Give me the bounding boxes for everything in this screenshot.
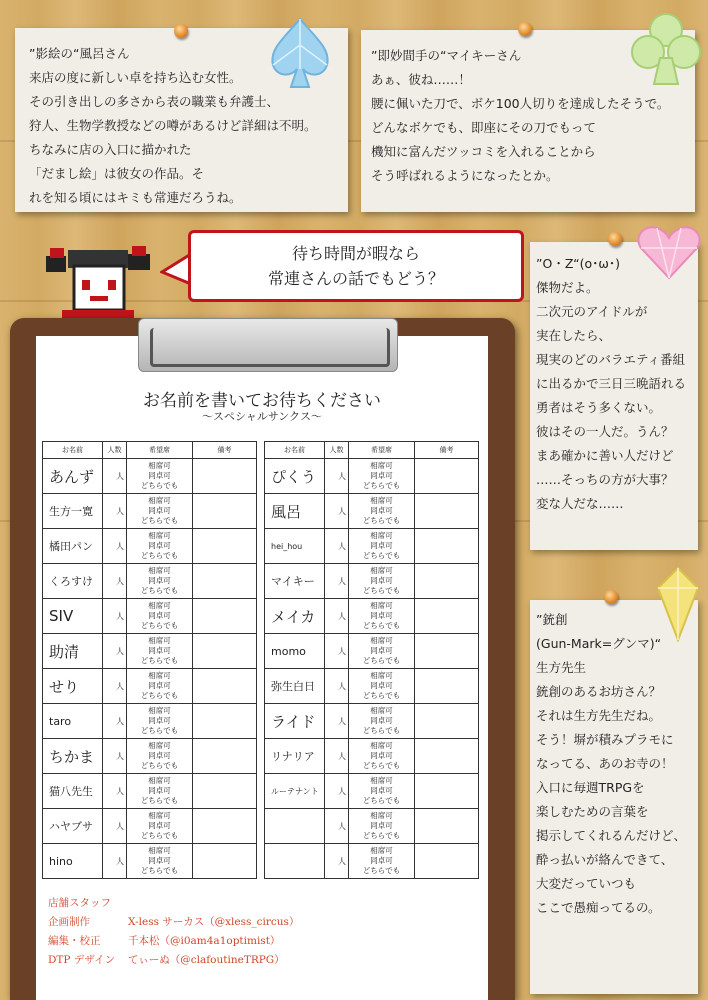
guest-name: ハヤブサ (43, 809, 103, 844)
seat-option: どちらでも (362, 691, 401, 700)
guest-count: 人 (103, 669, 127, 704)
seat-option: どちらでも (362, 516, 401, 525)
header-name: お名前 (265, 442, 325, 459)
guest-note (415, 529, 479, 564)
seat-preference (349, 459, 415, 494)
seat-option: 相席可 (148, 811, 171, 820)
seat-option: 同卓可 (370, 856, 393, 865)
seat-preference (349, 634, 415, 669)
seat-option: 相席可 (370, 461, 393, 470)
seat-option: どちらでも (140, 516, 179, 525)
seat-option: 同卓可 (370, 681, 393, 690)
text-line: れを知る頃にはキミも常連だろうね。 (29, 190, 242, 205)
guest-note (415, 669, 479, 704)
seat-preference (127, 704, 193, 739)
pushpin-icon (604, 590, 618, 604)
seat-preference (127, 529, 193, 564)
guest-count: 人 (325, 459, 349, 494)
seat-option: 相席可 (148, 496, 171, 505)
guest-name: くろすけ (43, 564, 103, 599)
header-seat: 希望席 (127, 442, 193, 459)
guest-name: あんず (43, 459, 103, 494)
text-line: 掲示してくれるんだけど、 (536, 828, 687, 843)
guest-name: SIV (43, 599, 103, 634)
guest-note (193, 459, 257, 494)
table-row (43, 809, 479, 844)
seat-option: どちらでも (140, 796, 179, 805)
text-line: 彼はその一人だ。うん？ (536, 424, 674, 439)
table-row (43, 774, 479, 809)
seat-preference (349, 739, 415, 774)
text-line: 腰に佩いた刀で、ボケ100人切りを達成したそうで。 (371, 96, 670, 111)
staff-credits (48, 894, 299, 970)
guest-note (415, 494, 479, 529)
credit-row (48, 913, 299, 932)
table-row (43, 704, 479, 739)
text-line: 常連さんの話でもどう？ (267, 269, 444, 288)
seat-option: 相席可 (370, 776, 393, 785)
seat-option: 相席可 (148, 461, 171, 470)
guest-name: 風呂 (265, 494, 325, 529)
guest-note (415, 809, 479, 844)
table-row (43, 739, 479, 774)
guest-note (193, 529, 257, 564)
sheet-subtitle: 〜スペシャルサンクス〜 (202, 410, 322, 423)
guest-note (415, 704, 479, 739)
seat-option: どちらでも (140, 621, 179, 630)
credit-value: 千本松（@i0am4a1optimist） (128, 935, 281, 947)
header-note: 備考 (415, 442, 479, 459)
guest-note (193, 774, 257, 809)
seat-option: 同卓可 (370, 541, 393, 550)
seat-option: どちらでも (362, 551, 401, 560)
seat-option: 同卓可 (148, 716, 171, 725)
guest-name: せり (43, 669, 103, 704)
seat-preference (349, 669, 415, 704)
guest-count: 人 (325, 739, 349, 774)
seat-option: 同卓可 (370, 471, 393, 480)
text-line: 実在したら、 (536, 328, 612, 343)
guest-note (415, 634, 479, 669)
text-line: 生方先生 (536, 660, 587, 675)
clover-gem-icon (630, 10, 702, 88)
seat-option: どちらでも (362, 831, 401, 840)
seat-option: 相席可 (370, 741, 393, 750)
text-line: 大変だっていつも (536, 876, 637, 891)
seat-option: 相席可 (148, 636, 171, 645)
text-line: どんなボケでも、即座にその刀でもって (371, 120, 597, 135)
seat-preference (127, 634, 193, 669)
seat-option: 相席可 (148, 776, 171, 785)
guest-name: 生方一寛 (43, 494, 103, 529)
seat-option: どちらでも (362, 586, 401, 595)
column-gap (257, 494, 265, 529)
header-name: お名前 (43, 442, 103, 459)
table-row (43, 494, 479, 529)
text-line: 現実のどのバラエティ番組 (536, 352, 686, 367)
column-gap (257, 739, 265, 774)
guest-note (193, 564, 257, 599)
guest-name: メイカ (265, 599, 325, 634)
guest-note (193, 634, 257, 669)
guest-count: 人 (103, 599, 127, 634)
seat-option: 同卓可 (370, 611, 393, 620)
guest-count: 人 (325, 564, 349, 599)
seat-option: どちらでも (362, 481, 401, 490)
seat-preference (349, 599, 415, 634)
text-line: 楽しむための言葉を (536, 804, 649, 819)
table-row (43, 529, 479, 564)
seat-option: 同卓可 (148, 611, 171, 620)
pushpin-icon (174, 24, 188, 38)
guest-count: 人 (103, 704, 127, 739)
guest-note (193, 494, 257, 529)
seat-option: 相席可 (370, 531, 393, 540)
seat-option: どちらでも (362, 761, 401, 770)
text-line: そう！塀が積みプラモに (536, 732, 674, 747)
seat-option: 同卓可 (370, 506, 393, 515)
text-line: あぁ、彼ね……！ (371, 72, 471, 87)
seat-preference (349, 844, 415, 879)
guest-count: 人 (325, 844, 349, 879)
seat-option: 同卓可 (148, 471, 171, 480)
text-line: 変な人だな…… (536, 496, 624, 511)
speech-bubble (188, 230, 524, 302)
pushpin-icon (518, 22, 532, 36)
column-gap (257, 809, 265, 844)
guest-name (265, 844, 325, 879)
seat-preference (349, 809, 415, 844)
guest-name: マイキー (265, 564, 325, 599)
table-row (43, 669, 479, 704)
guest-name (265, 809, 325, 844)
seat-preference (127, 494, 193, 529)
credits-heading: 店舗スタッフ (48, 897, 111, 909)
text-line: なってる、あのお寺の！ (536, 756, 674, 771)
guest-count: 人 (325, 704, 349, 739)
credit-value: X-less サーカス（@xless_circus） (128, 916, 300, 928)
credit-label: DTP デザイン (48, 954, 116, 966)
seat-option: 同卓可 (370, 751, 393, 760)
text-line: その引き出しの多さから表の職業も弁護士、 (29, 94, 280, 109)
seat-option: どちらでも (362, 726, 401, 735)
guest-name: ぴくう (265, 459, 325, 494)
guest-note (193, 809, 257, 844)
credit-row (48, 951, 299, 970)
guest-name: リナリア (265, 739, 325, 774)
seat-option: どちらでも (140, 551, 179, 560)
seat-option: 同卓可 (370, 576, 393, 585)
seat-option: どちらでも (140, 831, 179, 840)
text-line: に出るかで三日三晩語れる (536, 376, 687, 391)
text-line: 「だまし絵」は彼女の作品。そ (29, 166, 205, 181)
seat-preference (349, 529, 415, 564)
seat-option: 相席可 (148, 741, 171, 750)
seat-preference (127, 774, 193, 809)
seat-preference (127, 599, 193, 634)
seat-option: 同卓可 (148, 821, 171, 830)
seat-preference (127, 564, 193, 599)
seat-option: 相席可 (370, 671, 393, 680)
credit-value: てぃーぬ（@clafoutineTRPG） (128, 954, 285, 966)
clipboard-clip-ring (150, 328, 390, 367)
guest-name: ちかま (43, 739, 103, 774)
guest-name: 助清 (43, 634, 103, 669)
text-line: 狩人、生物学教授などの噂があるけど詳細は不明。 (29, 118, 317, 133)
guest-count: 人 (103, 739, 127, 774)
guest-count: 人 (103, 844, 127, 879)
seat-option: 同卓可 (148, 786, 171, 795)
seat-option: どちらでも (362, 621, 401, 630)
seat-option: どちらでも (140, 481, 179, 490)
seat-option: 同卓可 (148, 541, 171, 550)
guest-count: 人 (103, 774, 127, 809)
guest-note (415, 844, 479, 879)
seat-option: どちらでも (362, 866, 401, 875)
seat-option: 相席可 (370, 496, 393, 505)
seat-option: 同卓可 (370, 646, 393, 655)
seat-option: 同卓可 (148, 856, 171, 865)
seat-option: 相席可 (148, 671, 171, 680)
guest-count: 人 (325, 634, 349, 669)
note-gunma-text (536, 608, 686, 920)
seat-option: 同卓可 (148, 646, 171, 655)
text-line: ”影絵の“風呂さん (29, 46, 130, 61)
guest-count: 人 (103, 634, 127, 669)
seat-option: 相席可 (148, 846, 171, 855)
guest-name: 弥生白日 (265, 669, 325, 704)
text-line: 機知に富んだツッコミを入れることから (371, 144, 596, 159)
text-line: 酔っ払いが絡んできて、 (536, 852, 674, 867)
seat-preference (127, 669, 193, 704)
table-row (43, 564, 479, 599)
text-line: 入口に毎週TRPGを (536, 780, 645, 795)
seat-option: 相席可 (370, 846, 393, 855)
seat-preference (349, 774, 415, 809)
guest-name: ルーテナント (265, 774, 325, 809)
guest-count: 人 (325, 494, 349, 529)
guest-name: ライド (265, 704, 325, 739)
seat-option: 相席可 (148, 566, 171, 575)
seat-option: 同卓可 (148, 576, 171, 585)
seat-option: どちらでも (362, 656, 401, 665)
text-line: 勇者はそう多くない。 (536, 400, 662, 415)
seat-option: 相席可 (370, 601, 393, 610)
seat-option: 相席可 (148, 531, 171, 540)
column-gap (257, 564, 265, 599)
seat-option: 同卓可 (148, 681, 171, 690)
column-gap (257, 669, 265, 704)
diamond-gem-icon (654, 566, 702, 642)
column-gap (257, 704, 265, 739)
header-seat: 希望席 (349, 442, 415, 459)
text-line: ”銃創 (536, 612, 568, 627)
text-line: (Gun-Mark=グンマ)“ (536, 636, 662, 651)
credit-row (48, 932, 299, 951)
seat-option: どちらでも (362, 796, 401, 805)
guest-count: 人 (103, 459, 127, 494)
column-gap (257, 774, 265, 809)
note-maiky-text (371, 44, 669, 188)
spade-gem-icon (265, 15, 335, 91)
sheet-title: お名前を書いてお待ちください (143, 391, 381, 411)
guest-name: hino (43, 844, 103, 879)
guest-count: 人 (103, 494, 127, 529)
guest-name: momo (265, 634, 325, 669)
text-line: まあ確かに善い人だけど (536, 448, 674, 463)
column-gap (257, 459, 265, 494)
credit-label: 編集・校正 (48, 935, 101, 947)
text-line: 二次元のアイドルが (536, 304, 648, 319)
table-row (43, 599, 479, 634)
heart-gem-icon (635, 222, 703, 282)
seat-option: どちらでも (140, 656, 179, 665)
text-line: ”O・Z“(o･ω･) (536, 256, 621, 271)
seat-option: 同卓可 (370, 821, 393, 830)
seat-option: 相席可 (148, 601, 171, 610)
credit-label: 企画制作 (48, 916, 90, 928)
guest-note (415, 739, 479, 774)
seat-option: 相席可 (148, 706, 171, 715)
guest-count: 人 (103, 529, 127, 564)
seat-option: 相席可 (370, 636, 393, 645)
guest-count: 人 (325, 809, 349, 844)
seat-option: 相席可 (370, 706, 393, 715)
text-line: 傑物だよ。 (536, 280, 599, 295)
seat-preference (349, 564, 415, 599)
speech-bubble-text (191, 241, 521, 291)
text-line: ……そっちの方が大事？ (536, 472, 674, 487)
guest-count: 人 (325, 599, 349, 634)
header-count: 人数 (325, 442, 349, 459)
guest-count: 人 (325, 529, 349, 564)
table-header (43, 442, 479, 459)
guest-note (193, 704, 257, 739)
guest-count: 人 (103, 564, 127, 599)
text-line: 来店の度に新しい卓を持ち込む女性。 (29, 70, 242, 85)
table-row (43, 634, 479, 669)
guest-count: 人 (325, 669, 349, 704)
guest-note (415, 599, 479, 634)
text-line: 待ち時間が暇なら (291, 244, 420, 263)
column-gap (257, 599, 265, 634)
text-line: ちなみに店の入口に描かれた (29, 142, 192, 157)
guest-name: taro (43, 704, 103, 739)
header-note: 備考 (193, 442, 257, 459)
seat-preference (127, 844, 193, 879)
guest-note (193, 669, 257, 704)
seat-option: 同卓可 (148, 751, 171, 760)
guest-note (415, 564, 479, 599)
text-line: ここで愚痴ってるの。 (536, 900, 661, 915)
column-gap (257, 844, 265, 879)
seat-option: どちらでも (140, 726, 179, 735)
seat-option: 同卓可 (370, 716, 393, 725)
header-count: 人数 (103, 442, 127, 459)
guest-name: hei_hou (265, 529, 325, 564)
note-oz-text (536, 252, 686, 516)
guest-note (193, 844, 257, 879)
table-row (43, 459, 479, 494)
seat-preference (349, 704, 415, 739)
seat-preference (349, 494, 415, 529)
guest-name: 橘田パン (43, 529, 103, 564)
seat-option: どちらでも (140, 691, 179, 700)
column-gap (257, 634, 265, 669)
seat-preference (127, 809, 193, 844)
text-line: そう呼ばれるようになったとか。 (371, 168, 559, 183)
table-row (43, 844, 479, 879)
guest-note (415, 774, 479, 809)
seat-option: どちらでも (140, 761, 179, 770)
seat-option: 相席可 (370, 566, 393, 575)
seat-option: 相席可 (370, 811, 393, 820)
text-line: それは生方先生だね。 (536, 708, 662, 723)
seat-option: どちらでも (140, 866, 179, 875)
guest-count: 人 (103, 809, 127, 844)
guest-note (193, 599, 257, 634)
waiting-list-table (42, 441, 479, 879)
seat-preference (127, 739, 193, 774)
text-line: 銃創のあるお坊さん？ (536, 684, 662, 699)
seat-preference (127, 459, 193, 494)
column-gap (257, 529, 265, 564)
note-gunma (530, 600, 698, 994)
guest-count: 人 (325, 774, 349, 809)
text-line: ”即妙間手の“マイキーさん (371, 48, 522, 63)
note-oz (530, 242, 698, 550)
pushpin-icon (608, 232, 622, 246)
seat-option: 同卓可 (148, 506, 171, 515)
guest-note (415, 459, 479, 494)
guest-name: 猫八先生 (43, 774, 103, 809)
guest-note (193, 739, 257, 774)
seat-option: 同卓可 (370, 786, 393, 795)
seat-option: どちらでも (140, 586, 179, 595)
column-gap (257, 442, 265, 459)
